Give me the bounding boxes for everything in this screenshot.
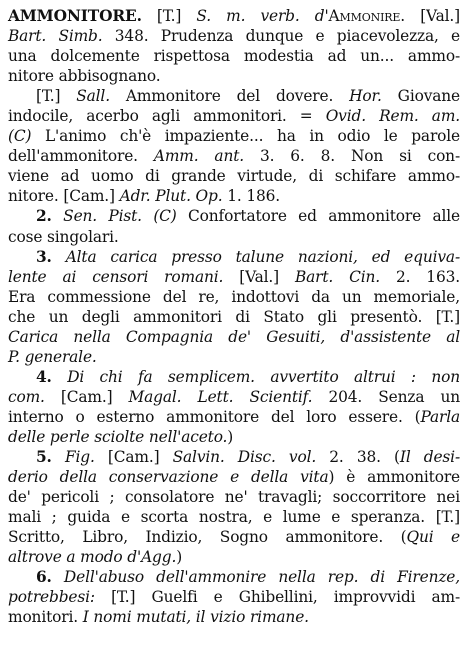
text-line: cose singolari. <box>8 227 119 246</box>
text-line: interno o esterno ammonitore del loro essere. (Parla <box>8 407 460 426</box>
entry-sense-4 <box>8 367 460 447</box>
text-line: nitore abbisognano. <box>8 67 161 86</box>
sense-number: 5. <box>36 448 52 467</box>
entry-sense-6 <box>8 567 460 627</box>
text-line: com. [Cam.] Magal. Lett. Scientif. 204. Senza un <box>8 387 460 406</box>
text-line: de' pericoli ; consolatore ne' travagli; soccorritore nei <box>8 488 460 507</box>
text-line: monitori. I nomi mutati, il vizio rimane. <box>8 608 309 627</box>
text-line: potrebbesi: [T.] Guelfi e Ghibellini, improvvidi am- <box>8 588 460 607</box>
text-line: 6. Dell'abuso dell'ammonire nella rep. di Firenze, <box>36 568 460 587</box>
text-line: indocile, acerbo agli ammonitori. = Ovid. Rem. am. <box>8 107 461 126</box>
text-line: Scritto, Libro, Indizio, Sogno ammonitore. (Qui e <box>8 528 460 547</box>
text-line: delle perle sciolte nell'aceto.) <box>8 427 234 446</box>
text-line: derio della conservazione e della vita) è ammonitore <box>8 468 460 487</box>
text-line: (C) L'animo ch'è impaziente... ha in odio le parole <box>8 127 460 146</box>
text-line: Bart. Simb. 348. Prudenza dunque e piacevolezza, e <box>8 27 461 46</box>
sense-number: 6. <box>36 568 52 587</box>
text-line: nitore. [Cam.] Adr. Plut. Op. 1. 186. <box>8 187 281 206</box>
text-line: una dolcemente rispettosa modestia ad un... ammo- <box>8 47 460 66</box>
sense-number: 4. <box>36 367 52 386</box>
entry-sense-1 <box>8 86 460 206</box>
entry-sense-2 <box>8 206 460 246</box>
text-line: che un degli ammonitori di Stato gli presentò. [T.] <box>8 307 460 326</box>
text-line: 2. Sen. Pist. (C) Confortatore ed ammonitore alle <box>36 207 460 226</box>
text-line: mali ; guida e scorta nostra, e lume e speranza. [T.] <box>8 508 460 527</box>
headword: AMMONITORE. <box>8 7 142 25</box>
text-line: [T.] Sall. Ammonitore del dovere. Hor. Giovane <box>36 87 461 106</box>
text-line: Carica nella Compagnia de' Gesuiti, d'assistente al <box>8 327 460 346</box>
text-line: lente ai censori romani. [Val.] Bart. Cin. 2. 163. <box>8 267 460 286</box>
text-line: viene ad uomo di grande virtude, di schifare ammo- <box>8 167 460 186</box>
sense-number: 3. <box>36 247 52 266</box>
text-line: 3. Alta carica presso talune nazioni, ed equiva- <box>36 247 461 266</box>
entry-sense-3 <box>8 247 460 367</box>
text-line: AMMONITORE. [T.] S. m. verb. d'Ammonire. [Val.] <box>8 7 460 25</box>
text-line: P. generale. <box>8 347 97 366</box>
text-line: Era commessione del re, indottovi da un memoriale, <box>8 287 460 306</box>
entry-headword-paragraph <box>8 6 460 86</box>
text-line: dell'ammonitore. Amm. ant. 3. 6. 8. Non si con- <box>8 147 460 166</box>
text-line: altrove a modo d'Agg.) <box>8 548 183 567</box>
text-line: 5. Fig. [Cam.] Salvin. Disc. vol. 2. 38. (Il desi- <box>36 448 460 467</box>
text-line: 4. Di chi fa semplicem. avvertito altrui : non <box>36 367 461 386</box>
entry-sense-5 <box>8 447 460 567</box>
sense-number: 2. <box>36 207 52 226</box>
